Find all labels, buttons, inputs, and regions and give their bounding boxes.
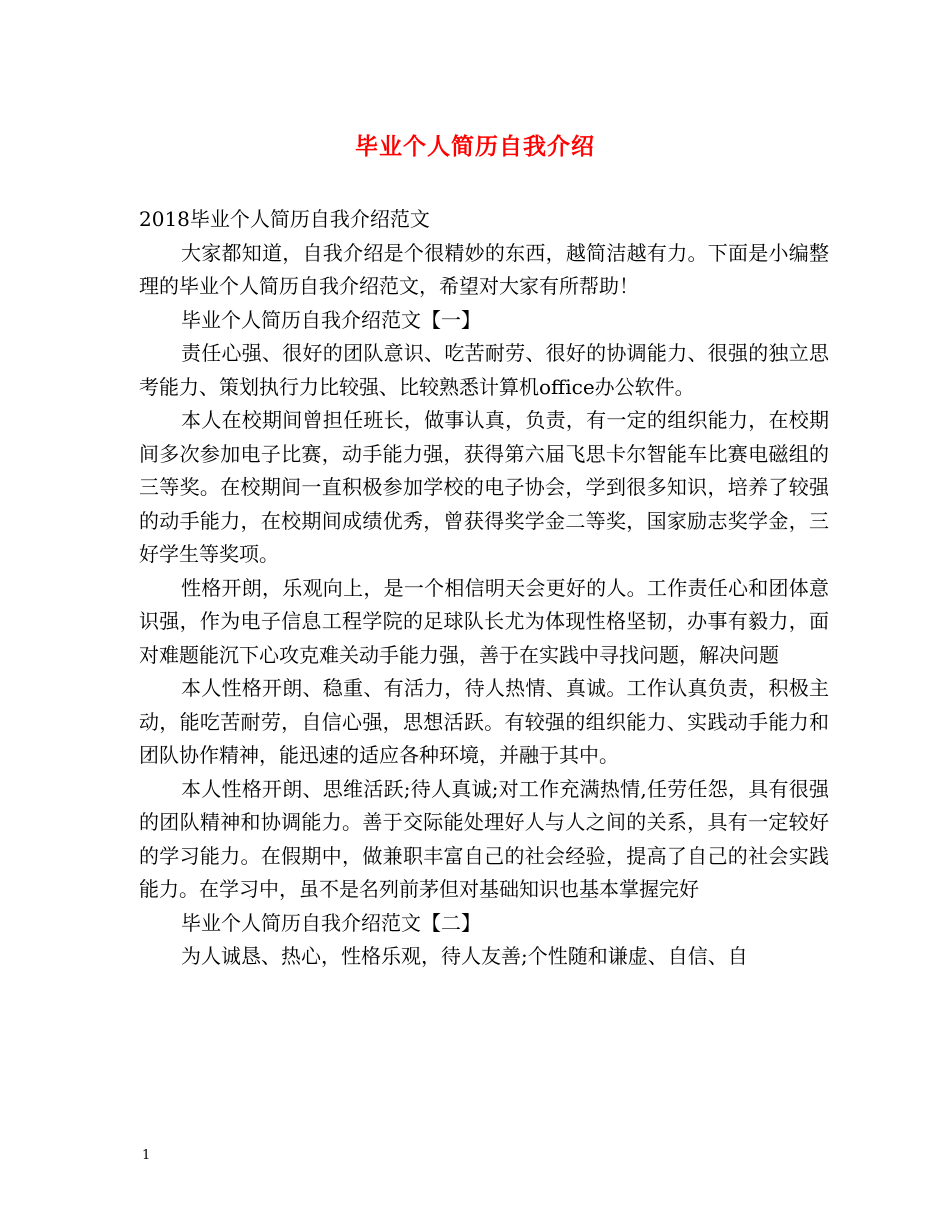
document-body	[139, 203, 829, 974]
paragraph: 本人在校期间曾担任班长，做事认真，负责，有一定的组织能力，在校期间多次参加电子比赛，动手能力强，获得第六届飞思卡尔智能车比赛电磁组的三等奖。在校期间一直积极参加学校的电子协会，学到很多知识，培养了较强的动手能力，在校期间成绩优秀，曾获得奖学金二等奖，国家励志奖学金，三好学生等奖项。	[139, 408, 829, 566]
paragraph: 本人性格开朗、思维活跃;待人真诚;对工作充满热情,任劳任怨，具有很强的团队精神和协调能力。善于交际能处理好人与人之间的关系，具有一定较好的学习能力。在假期中，做兼职丰富自己的社会经验，提高了自己的社会实践能力。在学习中，虽不是名列前茅但对基础知识也基本掌握完好	[139, 776, 829, 901]
paragraph: 毕业个人简历自我介绍范文【二】	[181, 910, 481, 935]
paragraph: 2018毕业个人简历自我介绍范文	[139, 207, 430, 231]
page-number: 1	[142, 1148, 151, 1163]
paragraph: 责任心强、很好的团队意识、吃苦耐劳、很好的协调能力、很强的独立思考能力、策划执行力比较强、比较熟悉计算机office办公软件。	[139, 341, 829, 399]
paragraph: 性格开朗，乐观向上，是一个相信明天会更好的人。工作责任心和团体意识强，作为电子信息工程学院的足球队长尤为体现性格坚韧，办事有毅力，面对难题能沉下心攻克难关动手能力强，善于在实践中寻找问题，解决问题	[139, 575, 829, 667]
paragraph: 大家都知道，自我介绍是个很精妙的东西，越简洁越有力。下面是小编整理的毕业个人简历自我介绍范文，希望对大家有所帮助！	[139, 240, 829, 298]
paragraph: 为人诚恳、热心，性格乐观，待人友善;个性随和谦虚、自信、自	[181, 944, 748, 968]
paragraph: 本人性格开朗、稳重、有活力，待人热情、真诚。工作认真负责，积极主动，能吃苦耐劳，自信心强，思想活跃。有较强的组织能力、实践动手能力和团队协作精神，能迅速的适应各种环境，并融于其中。	[139, 676, 829, 767]
paragraph: 毕业个人简历自我介绍范文【一】	[181, 307, 481, 332]
document-title: 毕业个人简历自我介绍	[355, 133, 595, 160]
